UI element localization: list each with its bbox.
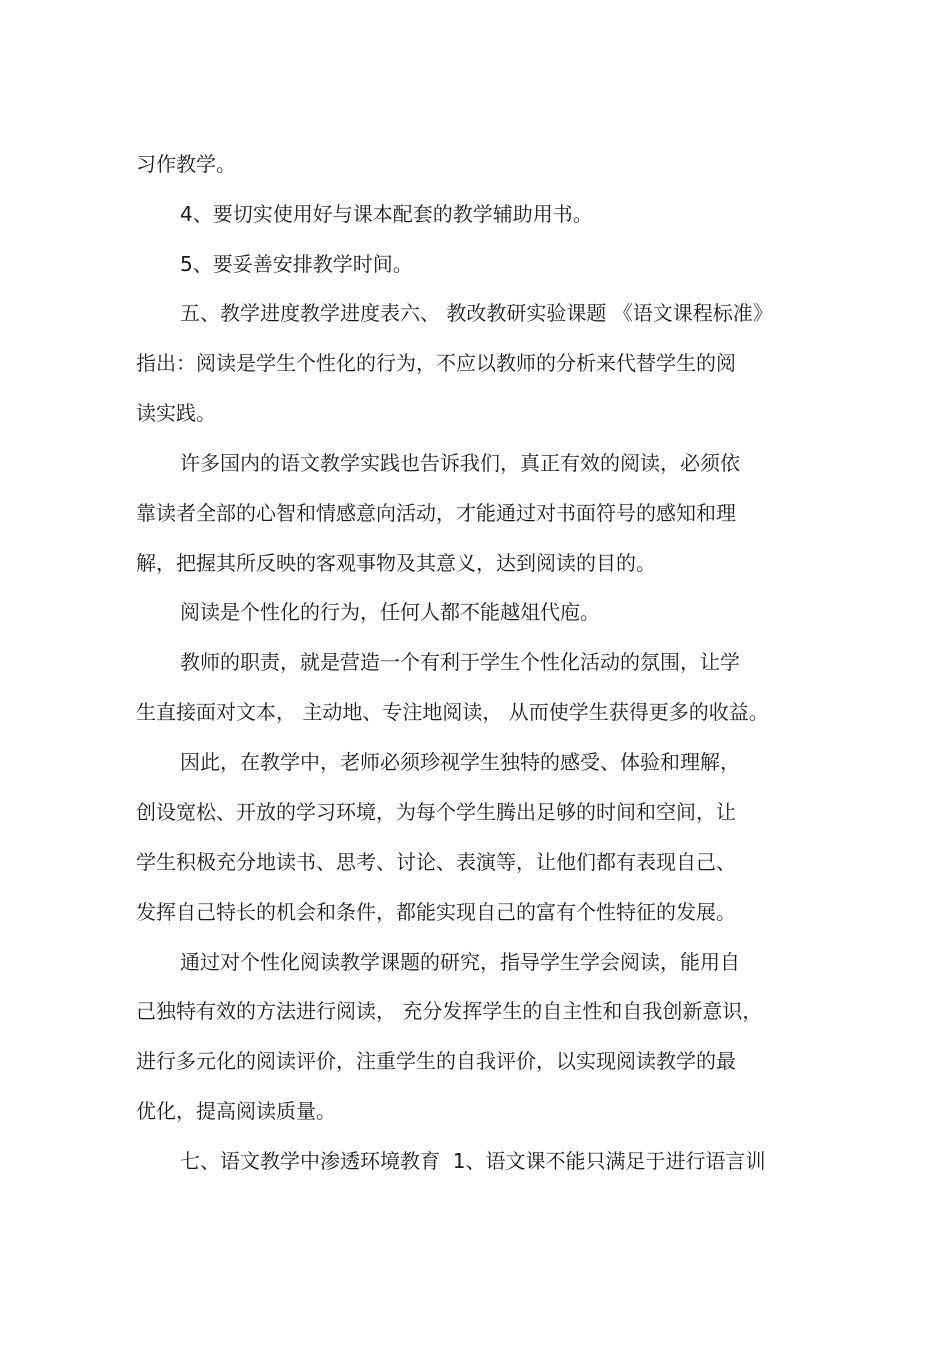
text-line: 靠读者全部的心智和情感意向活动，才能通过对书面符号的感知和理 (136, 501, 736, 525)
text-line: 5、要妥善安排教学时间。 (180, 252, 413, 276)
text-line: 读实践。 (136, 401, 216, 425)
text-line: 己独特有效的方法进行阅读， 充分发挥学生的自主性和自我创新意识， (136, 999, 763, 1023)
text-line: 发挥自己特长的机会和条件，都能实现自己的富有个性特征的发展。 (136, 900, 736, 924)
text-line: 五、教学进度教学进度表六、 教改教研实验课题 《语文课程标准》 (180, 301, 773, 325)
text-line: 创设宽松、开放的学习环境，为每个学生腾出足够的时间和空间，让 (136, 800, 736, 824)
text-line: 习作教学。 (136, 152, 236, 176)
text-line: 通过对个性化阅读教学课题的研究，指导学生学会阅读，能用自 (180, 950, 740, 974)
text-line: 进行多元化的阅读评价，注重学生的自我评价，以实现阅读教学的最 (136, 1049, 736, 1073)
text-line: 因此，在教学中，老师必须珍视学生独特的感受、体验和理解， (180, 750, 740, 774)
text-line: 学生积极充分地读书、思考、讨论、表演等，让他们都有表现自己、 (136, 850, 736, 874)
text-line: 优化，提高阅读质量。 (136, 1099, 336, 1123)
text-line: 阅读是个性化的行为，任何人都不能越俎代庖。 (180, 600, 600, 624)
text-line: 4、要切实使用好与课本配套的教学辅助用书。 (180, 202, 593, 226)
text-line: 指出：阅读是学生个性化的行为，不应以教师的分析来代替学生的阅 (136, 351, 736, 375)
text-line: 解，把握其所反映的客观事物及其意义，达到阅读的目的。 (136, 551, 656, 575)
text-line: 教师的职责，就是营造一个有利于学生个性化活动的氛围，让学 (180, 650, 740, 674)
text-line: 许多国内的语文教学实践也告诉我们，真正有效的阅读，必须依 (180, 451, 740, 475)
text-line: 七、语文教学中渗透环境教育 1、语文课不能只满足于进行语言训 (180, 1149, 766, 1173)
text-line: 生直接面对文本， 主动地、专注地阅读， 从而使学生获得更多的收益。 (136, 700, 769, 724)
